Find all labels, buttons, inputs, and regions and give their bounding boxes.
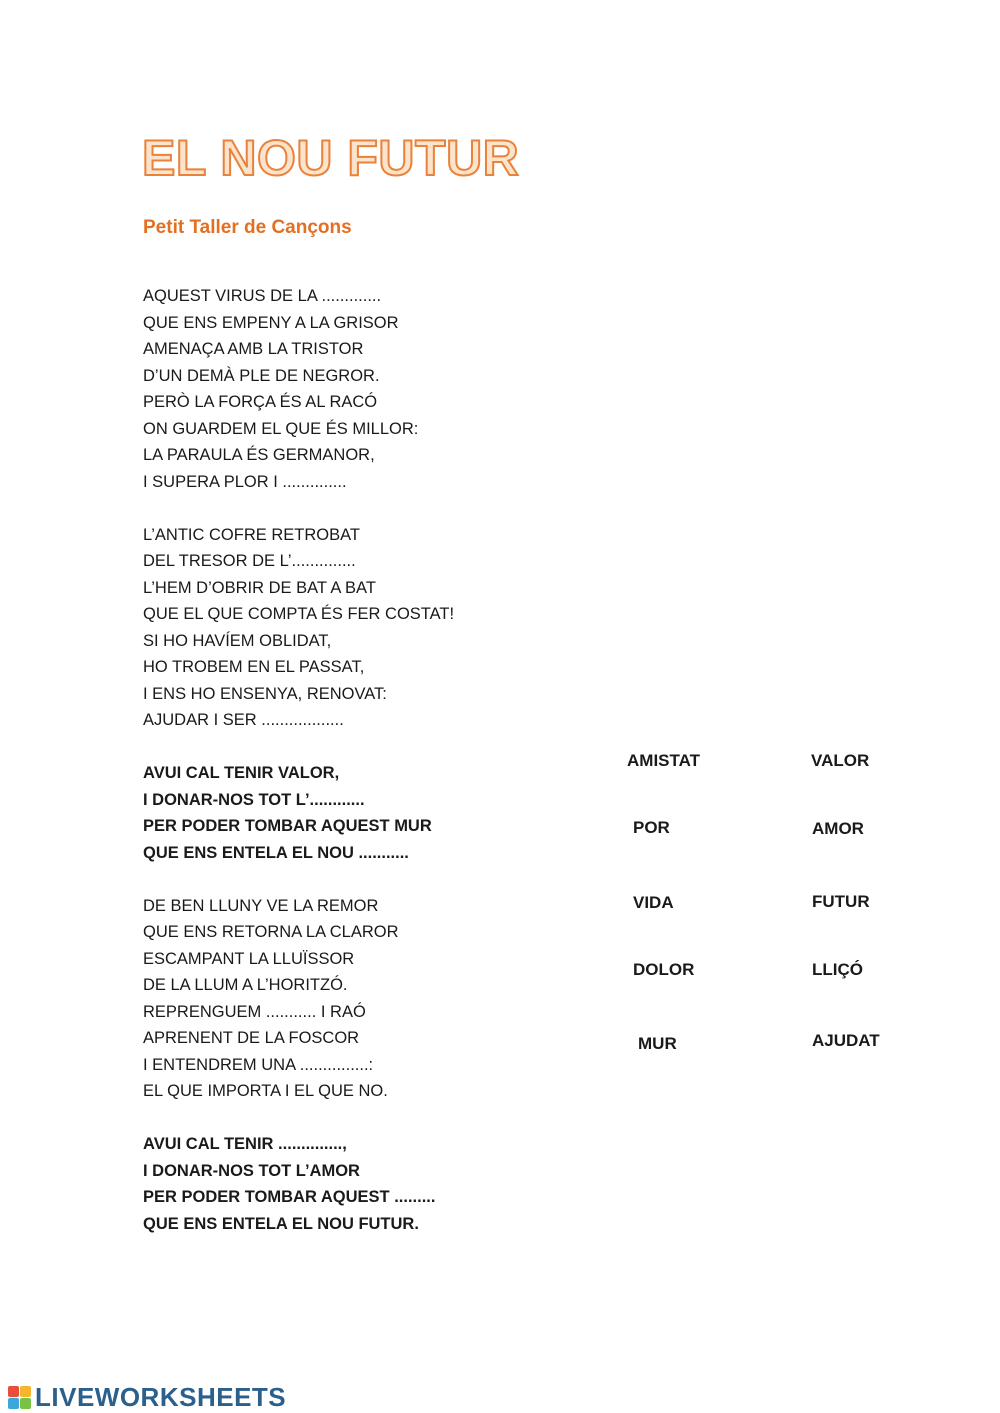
lyric-line: AVUI CAL TENIR VALOR, (143, 764, 340, 782)
lyric-line: EL QUE IMPORTA I EL QUE NO. (143, 1082, 388, 1100)
brand-name: LIVEWORKSHEETS (35, 1382, 287, 1412)
stanza-2 (143, 522, 583, 734)
lyric-line: DE BEN LLUNY VE LA REMOR (143, 896, 379, 915)
lyric-line: PERÒ LA FORÇA ÉS AL RACÓ (143, 393, 378, 411)
lyric-line: I SUPERA PLOR I .............. (143, 472, 347, 491)
song-lyrics (143, 283, 583, 1264)
lyric-line: I ENS HO ENSENYA, RENOVAT: (143, 684, 387, 703)
liveworksheets-logo (8, 1382, 286, 1412)
lyric-line: I DONAR-NOS TOT L’AMOR (143, 1161, 360, 1180)
lyric-line: I ENTENDREM UNA ...............: (143, 1055, 374, 1074)
word-option[interactable]: VIDA (633, 893, 674, 912)
word-option[interactable]: AJUDAT (812, 1031, 880, 1050)
chorus-2 (143, 1131, 583, 1237)
lyric-line: DEL TRESOR DE L’.............. (143, 552, 356, 570)
word-option[interactable]: DOLOR (633, 960, 695, 979)
stanza-3 (143, 893, 583, 1105)
lyric-line: QUE EL QUE COMPTA ÉS FER COSTAT! (143, 605, 455, 623)
word-option[interactable]: FUTUR (812, 892, 870, 911)
stanza-1 (143, 283, 583, 495)
logo-block (8, 1386, 19, 1397)
lyric-line: DE LA LLUM A L’HORITZÓ. (143, 976, 348, 994)
logo-block (20, 1398, 31, 1409)
logo-block (8, 1398, 19, 1409)
lyric-line: QUE ENS RETORNA LA CLAROR (143, 923, 399, 941)
lyric-line: HO TROBEM EN EL PASSAT, (143, 658, 365, 676)
lyric-line: AQUEST VIRUS DE LA ............. (143, 287, 382, 305)
lyric-line: AVUI CAL TENIR .............., (143, 1135, 347, 1153)
word-option[interactable]: POR (633, 818, 670, 837)
word-option[interactable]: AMISTAT (627, 751, 701, 770)
lyric-line: QUE ENS EMPENY A LA GRISOR (143, 313, 399, 332)
lyric-line: L’HEM D’OBRIR DE BAT A BAT (143, 578, 376, 597)
lyric-line: ESCAMPANT LA LLUÏSSOR (143, 949, 355, 968)
worksheet-subtitle: Petit Taller de Cançons (143, 217, 352, 238)
word-option[interactable]: VALOR (811, 751, 870, 770)
lyric-line: LA PARAULA ÉS GERMANOR, (143, 446, 375, 464)
lyric-line: APRENENT DE LA FOSCOR (143, 1029, 360, 1047)
lyric-line: PER PODER TOMBAR AQUEST ......... (143, 1188, 436, 1206)
lyric-line: L’ANTIC COFRE RETROBAT (143, 525, 360, 544)
lyric-line: QUE ENS ENTELA EL NOU ........... (143, 843, 409, 862)
word-option[interactable]: MUR (638, 1034, 677, 1053)
word-option[interactable]: LLIÇÓ (812, 960, 863, 979)
lyric-line: ON GUARDEM EL QUE ÉS MILLOR: (143, 419, 419, 438)
lyric-line: I DONAR-NOS TOT L’............ (143, 790, 365, 809)
lyric-line: QUE ENS ENTELA EL NOU FUTUR. (143, 1214, 419, 1233)
logo-blocks-icon (8, 1386, 31, 1409)
word-option[interactable]: AMOR (812, 819, 864, 838)
chorus-1 (143, 760, 583, 866)
logo-block (20, 1386, 31, 1397)
lyric-line: AMENAÇA AMB LA TRISTOR (143, 340, 364, 358)
worksheet-title: EL NOU FUTUR (142, 130, 520, 186)
lyric-line: PER PODER TOMBAR AQUEST MUR (143, 817, 432, 835)
lyric-line: SI HO HAVÍEM OBLIDAT, (143, 631, 332, 650)
lyric-line: D’UN DEMÀ PLE DE NEGROR. (143, 366, 380, 385)
lyric-line: REPRENGUEM ........... I RAÓ (143, 1002, 366, 1021)
lyric-line: AJUDAR I SER .................. (143, 711, 344, 729)
